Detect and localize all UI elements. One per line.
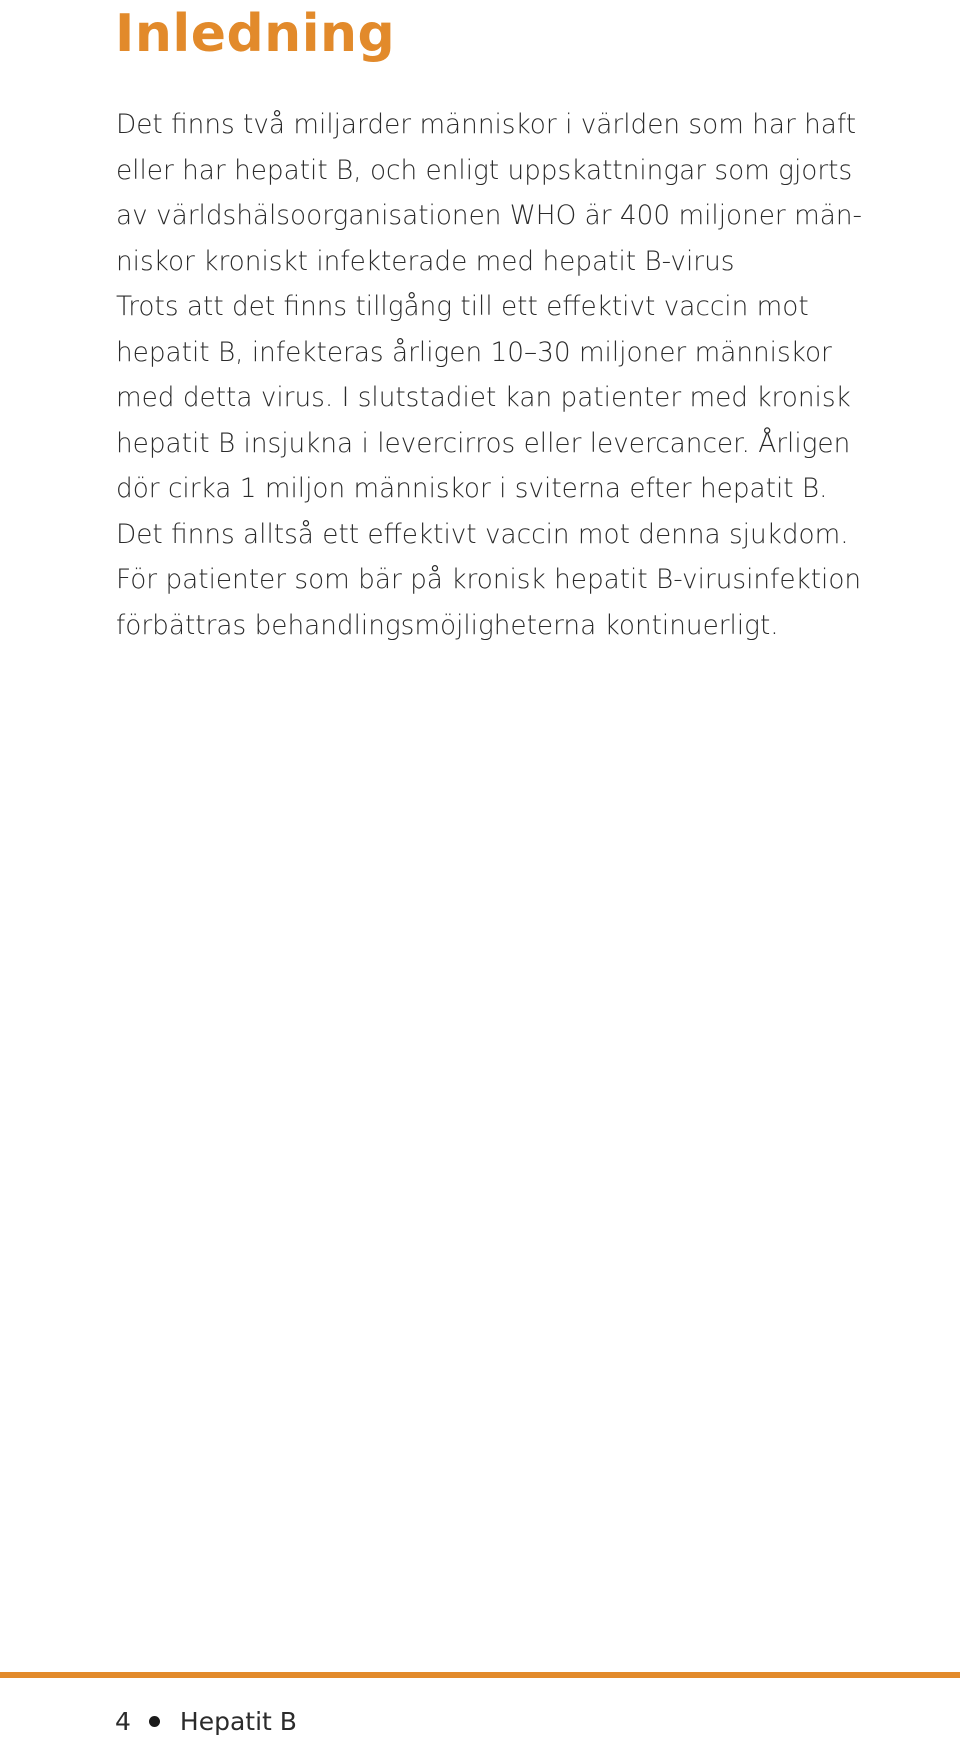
page-number: 4 xyxy=(115,1706,131,1736)
footer-section-title: Hepatit B xyxy=(179,1706,297,1736)
bullet-icon xyxy=(149,1716,160,1727)
body-paragraph xyxy=(116,103,876,649)
paragraph-line: niskor kroniskt infekterade med hepatit B-virus xyxy=(116,246,735,277)
paragraph-line: dör cirka 1 miljon människor i sviterna efter hepatit B. xyxy=(116,474,828,504)
page-title: Inledning xyxy=(115,4,396,64)
paragraph-line: Det finns två miljarder människor i världen som har haft xyxy=(116,110,857,140)
paragraph-line: Det finns alltså ett effektivt vaccin mot denna sjukdom. xyxy=(116,519,849,550)
paragraph-line: hepatit B, infekteras årligen 10–30 miljoner människor xyxy=(116,337,832,368)
paragraph-line: För patienter som bär på kronisk hepatit B-virusinfektion xyxy=(116,565,862,595)
paragraph-line: av världshälsoorganisationen WHO är 400 miljoner män- xyxy=(116,201,862,231)
page-footer xyxy=(115,1703,297,1739)
paragraph-line: eller har hepatit B, och enligt uppskattningar som gjorts xyxy=(116,155,853,186)
paragraph-line: förbättras behandlingsmöjligheterna kontinuerligt. xyxy=(116,610,779,641)
paragraph-line: hepatit B insjukna i levercirros eller levercancer. Årligen xyxy=(116,428,851,459)
paragraph-line: med detta virus. I slutstadiet kan patienter med kronisk xyxy=(116,383,851,413)
footer-divider xyxy=(0,1672,960,1678)
paragraph-line: Trots att det finns tillgång till ett effektivt vaccin mot xyxy=(116,292,809,322)
